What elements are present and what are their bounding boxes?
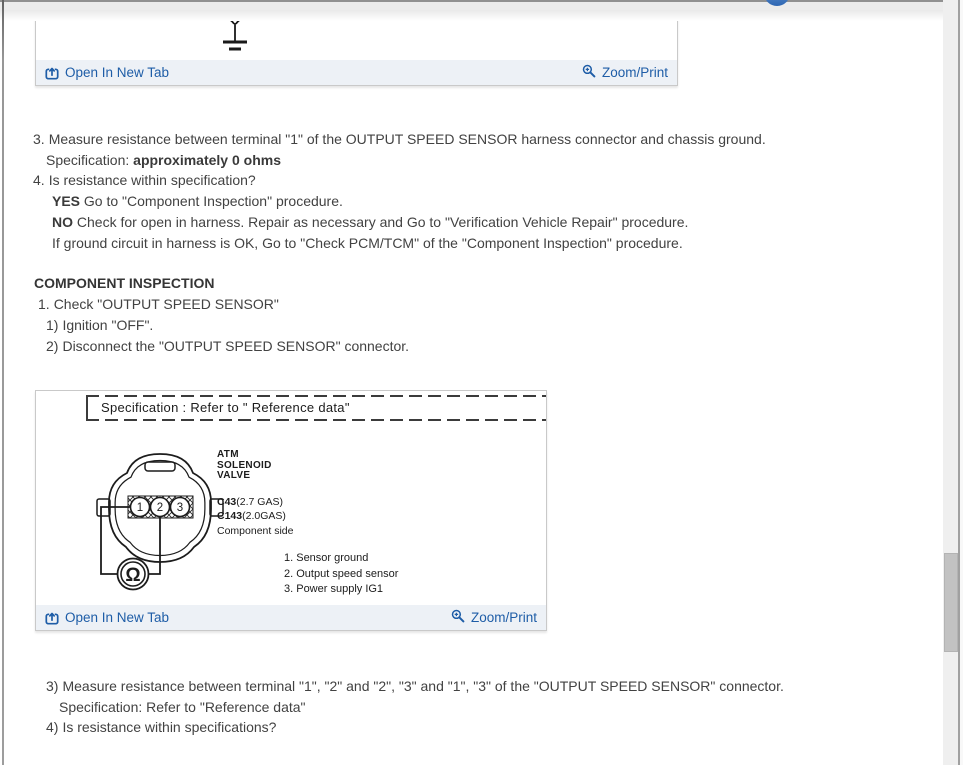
open-in-new-tab-icon (45, 611, 59, 625)
section-heading: COMPONENT INSPECTION (34, 275, 215, 291)
note-text: If ground circuit in harness is OK, Go to "Check PCM/TCM" of the "Component Inspection" procedure. (52, 234, 683, 251)
yes-branch (0, 191, 920, 212)
substep-text: Ignition "OFF". (62, 317, 154, 333)
magnifier-plus-icon (582, 67, 596, 78)
step-text: Measure resistance between terminal "1" of the OUTPUT SPEED SENSOR harness connector and chassis ground. (48, 131, 766, 147)
spec-header-text: Specification : Refer to " Reference data" (101, 400, 350, 415)
specification-line (0, 697, 920, 718)
left-panel-divider (2, 0, 4, 765)
substep-number: 1) (46, 317, 59, 333)
zoom-print-label: Zoom/Print (601, 65, 668, 80)
spec-text: Specification: Refer to "Reference data" (59, 698, 306, 715)
no-label: NO (52, 213, 73, 230)
open-in-new-tab-label: Open In New Tab (65, 610, 170, 625)
spec-label: Specification: (46, 151, 130, 168)
zoom-print-label: Zoom/Print (470, 610, 537, 625)
terminal-1-number: 1 (136, 502, 144, 514)
connector-codes (217, 496, 286, 523)
note-line (0, 233, 920, 254)
step-text: Is resistance within specification? (48, 172, 256, 189)
substep-number: 3) (46, 678, 59, 694)
procedure-substep (0, 676, 920, 697)
dashed-rule (86, 395, 546, 397)
substep-number: 2) (46, 338, 59, 354)
terminal-2-number: 2 (156, 502, 164, 514)
device-label: ATM SOLENOID VALVE (217, 449, 272, 481)
step-number: 4. (33, 172, 45, 189)
component-side-note: Component side (217, 525, 294, 537)
vertical-scrollbar-track[interactable] (943, 0, 959, 765)
code-line: C43(2.7 GAS) (217, 496, 283, 508)
test-lead-right (149, 517, 160, 574)
terminal-3-number: 3 (176, 502, 184, 514)
specification-line (0, 150, 920, 171)
substep-number: 4) (46, 719, 59, 736)
zoom-print-link[interactable] (451, 610, 537, 625)
open-in-new-tab-label: Open In New Tab (65, 65, 170, 80)
pin-description: 2. Output speed sensor (284, 567, 399, 580)
dashed-rule (86, 419, 546, 421)
zoom-print-link[interactable] (582, 65, 668, 80)
pin-description: 3. Power supply IG1 (284, 583, 384, 596)
magnifier-plus-icon (451, 612, 465, 623)
pin-description: 1. Sensor ground (284, 552, 369, 564)
procedure-step (0, 129, 920, 150)
figure-connector-diagram (35, 390, 547, 631)
procedure-substep (0, 717, 920, 738)
figure-toolbar (36, 60, 677, 85)
connector-check-procedure (0, 676, 920, 738)
procedure-substep (0, 336, 920, 357)
toolbar-shadow (0, 10, 946, 21)
ohm-symbol: Ω (125, 565, 141, 586)
spec-value: approximately 0 ohms (133, 151, 281, 168)
no-text: Check for open in harness. Repair as necessary and Go to "Verification Vehicle Repair" procedure. (76, 213, 689, 230)
yes-text: Go to "Component Inspection" procedure. (83, 193, 343, 210)
substep-text: Disconnect the "OUTPUT SPEED SENSOR" connector. (62, 338, 410, 354)
open-in-new-tab-link[interactable] (45, 65, 169, 80)
substep-text: Measure resistance between terminal "1", "2" and "2", "3" and "1", "3" of the "OUTPUT SPEED SENSOR" connector. (62, 678, 784, 694)
no-branch (0, 212, 920, 233)
code-line: C143(2.0GAS) (217, 509, 286, 522)
figure-ground-wiring (35, 10, 678, 86)
connector-latch-tab (145, 462, 175, 471)
open-in-new-tab-icon (45, 66, 59, 80)
scan-spec-header (86, 395, 546, 421)
yes-label: YES (52, 193, 81, 210)
top-toolbar-edge (0, 0, 946, 10)
harness-check-procedure (0, 129, 920, 253)
pin-descriptions (284, 551, 398, 598)
procedure-substep (0, 315, 920, 336)
table-cell-border (86, 395, 88, 421)
step-text: Check "OUTPUT SPEED SENSOR" (53, 296, 279, 312)
vertical-scrollbar-thumb[interactable] (944, 553, 958, 652)
figure-toolbar (36, 605, 546, 630)
substep-text: Is resistance within specifications? (62, 719, 277, 736)
step-number: 3. (33, 131, 45, 147)
step-number: 1. (38, 296, 50, 312)
open-in-new-tab-link[interactable] (45, 610, 169, 625)
procedure-step (0, 294, 920, 315)
component-inspection-section (0, 273, 920, 357)
procedure-step (0, 170, 920, 191)
